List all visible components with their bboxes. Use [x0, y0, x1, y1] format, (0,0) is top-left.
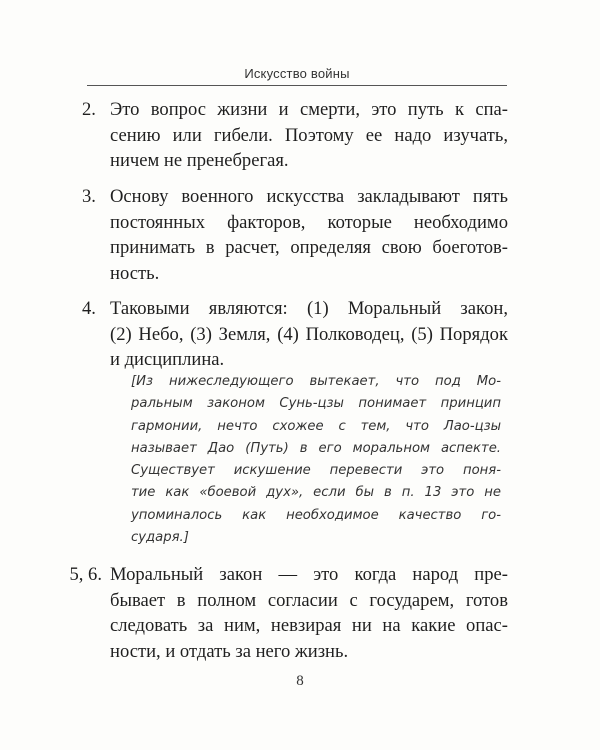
running-header: Искусство войны: [244, 66, 350, 81]
commentary-line: называет Дао (Путь) в его моральном аспекте.: [131, 440, 501, 456]
paragraph-5-6: [69, 562, 508, 664]
paragraph-line: бывает в полном согласии с государем, готов: [110, 589, 508, 611]
paragraph-line: сению или гибели. Поэтому ее надо изучать,: [110, 124, 508, 146]
paragraph-line: принимать в расчет, определяя свою боеготов-: [110, 237, 508, 258]
paragraph-line: Это вопрос жизни и смерти, это путь к спа-: [110, 99, 508, 120]
paragraph-3: [82, 184, 508, 286]
paragraph-line: Таковыми являются: (1) Моральный закон,: [110, 298, 508, 319]
paragraph-line: следовать за ним, невзирая ни на какие опас-: [110, 615, 508, 636]
paragraph-number: 2.: [82, 99, 96, 120]
paragraph-number: 3.: [82, 186, 96, 207]
paragraph-number: 5, 6.: [69, 564, 102, 585]
paragraph-2: [82, 97, 508, 174]
paragraph-line: ничем не пренебрегая.: [110, 150, 289, 171]
paragraph-line: Моральный закон — это когда народ пре-: [110, 564, 508, 585]
paragraph-line: постоянных факторов, которые необходимо: [110, 211, 508, 233]
paragraph-line: (2) Небо, (3) Земля, (4) Полководец, (5) Порядок: [110, 323, 508, 345]
commentary-line: Существует искушение перевести это поня-: [131, 463, 501, 479]
paragraph-line: Основу военного искусства закладывают пять: [110, 186, 508, 207]
commentary-line: ральным законом Сунь-цзы понимает принцип: [131, 396, 501, 412]
paragraph-number: 4.: [82, 298, 96, 319]
header-rule: [87, 85, 507, 86]
paragraph-4: [82, 296, 508, 373]
paragraph-line: ность.: [110, 262, 160, 284]
paragraph-line: и дисциплина.: [110, 349, 225, 370]
commentary-line: гармонии, нечто схожее с тем, что Лао-цзы: [131, 418, 501, 434]
commentary-line: сударя.]: [131, 530, 189, 546]
page-number: 8: [296, 673, 304, 689]
paragraph-line: ности, и отдать за него жизнь.: [110, 640, 349, 662]
commentary-line: упоминалось как необходимое качество го-: [131, 507, 501, 523]
commentary-note: [131, 371, 501, 549]
commentary-line: тие как «боевой дух», если бы в п. 13 это не: [131, 485, 501, 501]
commentary-line: [Из нижеследующего вытекает, что под Мо-: [131, 374, 501, 389]
